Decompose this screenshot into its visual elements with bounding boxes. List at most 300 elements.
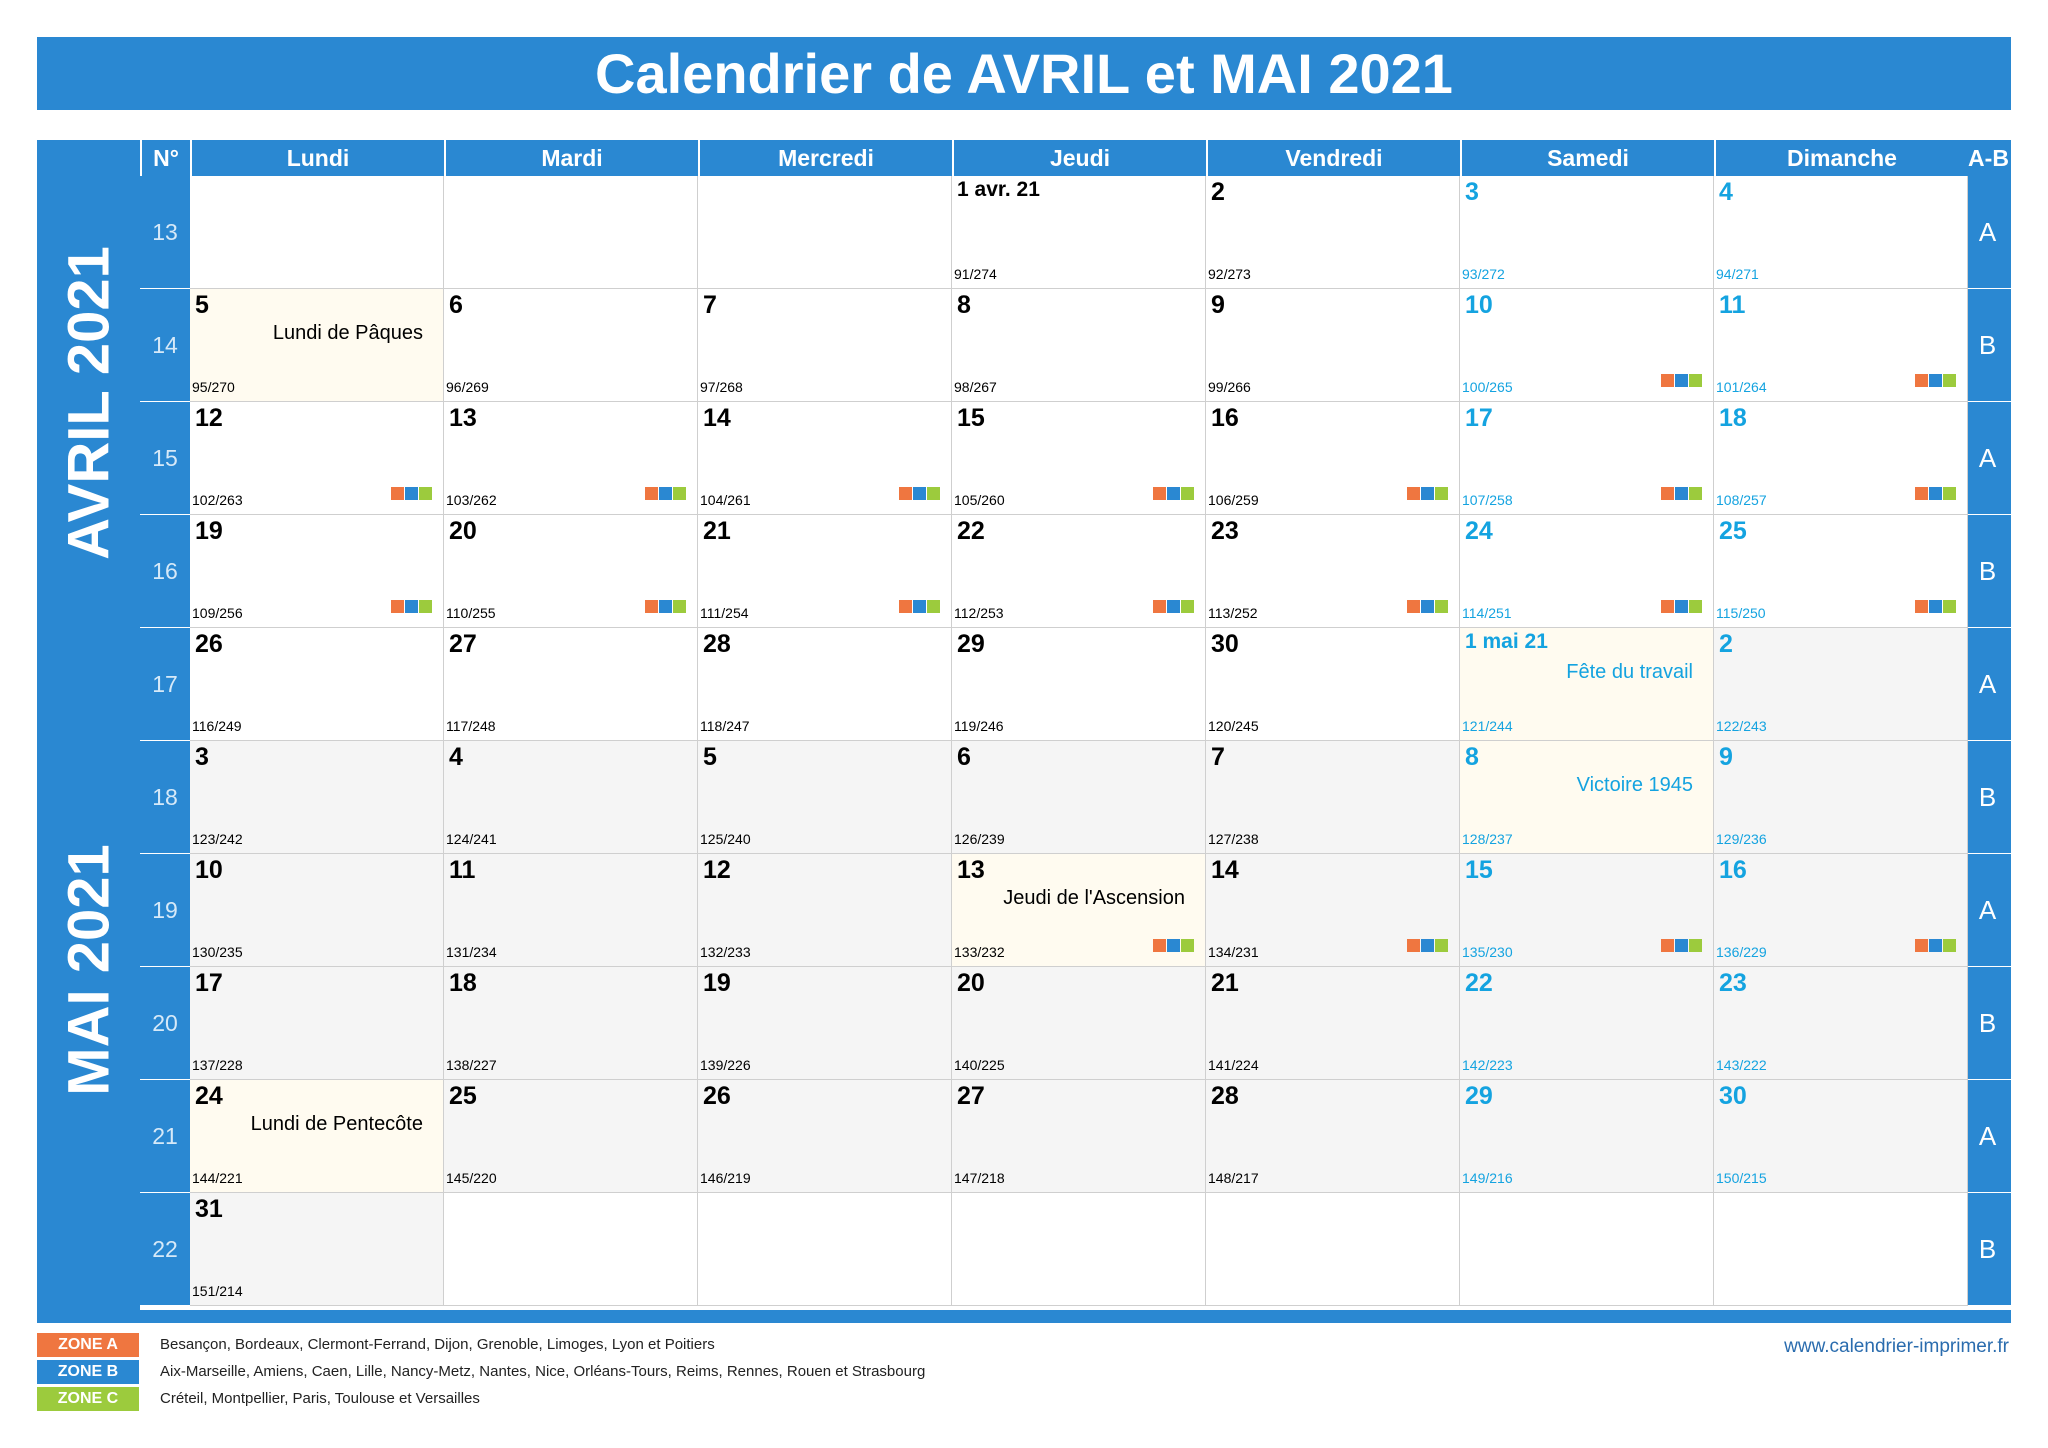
day-number: 31 — [195, 1195, 223, 1223]
day-cell[interactable] — [1714, 1080, 1968, 1193]
zone-a-marker — [1915, 939, 1928, 952]
day-count: 117/248 — [446, 718, 496, 734]
zone-b-marker — [1675, 374, 1688, 387]
day-number: 8 — [1465, 743, 1479, 771]
day-number: 18 — [449, 969, 477, 997]
school-holiday-zones-icon — [645, 600, 687, 613]
zone-c-marker — [1181, 939, 1194, 952]
week-number: 14 — [140, 289, 190, 402]
zone-a-marker — [1407, 487, 1420, 500]
day-cell[interactable] — [444, 967, 698, 1080]
zone-a-marker — [645, 600, 658, 613]
zone-c-marker — [1181, 600, 1194, 613]
school-holiday-zones-icon — [1661, 374, 1703, 387]
day-count: 135/230 — [1462, 944, 1513, 960]
school-holiday-zones-icon — [1407, 600, 1449, 613]
day-number: 22 — [1465, 969, 1493, 997]
day-cell[interactable] — [1206, 1080, 1460, 1193]
day-count: 138/227 — [446, 1057, 497, 1073]
day-count: 151/214 — [192, 1283, 243, 1299]
day-number: 4 — [449, 743, 463, 771]
zone-b-marker — [1675, 487, 1688, 500]
day-number: 3 — [1465, 178, 1479, 206]
zone-a-marker — [645, 487, 658, 500]
day-cell[interactable] — [1206, 515, 1460, 628]
day-number: 6 — [449, 291, 463, 319]
zone-b-marker — [1675, 600, 1688, 613]
day-cell[interactable] — [1460, 854, 1714, 967]
day-cell[interactable] — [1460, 289, 1714, 402]
day-cell[interactable] — [698, 289, 952, 402]
month-text: AVRIL 2021 — [56, 245, 121, 560]
day-number: 15 — [957, 404, 985, 432]
school-holiday-zones-icon — [391, 600, 433, 613]
zone-b-marker — [1675, 939, 1688, 952]
day-number: 3 — [195, 743, 209, 771]
day-count: 140/225 — [954, 1057, 1005, 1073]
zone-c-marker — [1689, 939, 1702, 952]
day-number: 24 — [195, 1082, 223, 1110]
day-count: 147/218 — [954, 1170, 1005, 1186]
zone-b-marker — [659, 600, 672, 613]
day-number: 23 — [1719, 969, 1747, 997]
empty-cell — [1206, 1193, 1460, 1306]
school-holiday-zones-icon — [1915, 487, 1957, 500]
week-number: 22 — [140, 1193, 190, 1306]
zone-c-marker — [1435, 600, 1448, 613]
day-number: 19 — [703, 969, 731, 997]
ab-week-label: A — [1964, 628, 2011, 741]
zone-a-marker — [1407, 600, 1420, 613]
day-cell[interactable] — [444, 741, 698, 854]
day-number: 1 avr. 21 — [957, 178, 1040, 201]
day-cell[interactable] — [1460, 515, 1714, 628]
zone-a-marker — [1915, 487, 1928, 500]
zone-b-marker — [1167, 939, 1180, 952]
day-cell[interactable] — [698, 402, 952, 515]
day-number: 16 — [1719, 856, 1747, 884]
school-holiday-zones-icon — [1915, 374, 1957, 387]
day-number: 7 — [1211, 743, 1225, 771]
day-cell[interactable] — [190, 741, 444, 854]
zone-c-marker — [1689, 374, 1702, 387]
day-count: 146/219 — [700, 1170, 751, 1186]
empty-cell — [1460, 1193, 1714, 1306]
day-count: 110/255 — [446, 605, 496, 621]
day-cell[interactable] — [952, 515, 1206, 628]
day-cell[interactable] — [1714, 402, 1968, 515]
day-cell[interactable] — [1714, 176, 1968, 289]
day-number: 16 — [1211, 404, 1239, 432]
empty-cell — [952, 1193, 1206, 1306]
day-cell[interactable] — [1460, 1080, 1714, 1193]
day-count: 118/247 — [700, 718, 750, 734]
day-count: 97/268 — [700, 379, 743, 395]
zone-cities: Besançon, Bordeaux, Clermont-Ferrand, Dijon, Grenoble, Limoges, Lyon et Poitiers — [160, 1336, 715, 1353]
day-number: 9 — [1719, 743, 1733, 771]
week-number: 16 — [140, 515, 190, 628]
empty-cell — [698, 176, 952, 289]
day-number: 27 — [957, 1082, 985, 1110]
zone-b-marker — [1929, 939, 1942, 952]
day-cell[interactable] — [1460, 176, 1714, 289]
ab-week-label: B — [1964, 967, 2011, 1080]
zone-c-marker — [673, 600, 686, 613]
zone-b-marker — [913, 600, 926, 613]
day-count: 109/256 — [192, 605, 243, 621]
day-cell[interactable] — [698, 1080, 952, 1193]
day-count: 143/222 — [1716, 1057, 1767, 1073]
empty-cell — [444, 176, 698, 289]
zone-b-marker — [1167, 487, 1180, 500]
ab-week-label: B — [1964, 1193, 2011, 1306]
day-cell[interactable] — [952, 1080, 1206, 1193]
zone-a-marker — [899, 600, 912, 613]
empty-cell — [444, 1193, 698, 1306]
day-count: 132/233 — [700, 944, 751, 960]
day-number: 28 — [703, 630, 731, 658]
school-holiday-zones-icon — [1915, 939, 1957, 952]
school-holiday-zones-icon — [645, 487, 687, 500]
day-number: 5 — [703, 743, 717, 771]
zone-a-marker — [1661, 374, 1674, 387]
day-cell[interactable] — [952, 628, 1206, 741]
ab-week-label: B — [1964, 289, 2011, 402]
day-number: 23 — [1211, 517, 1239, 545]
zone-b-marker — [405, 487, 418, 500]
day-count: 114/251 — [1462, 605, 1512, 621]
zone-a-marker — [1915, 374, 1928, 387]
day-count: 100/265 — [1462, 379, 1513, 395]
day-number: 17 — [1465, 404, 1493, 432]
zone-b-marker — [1421, 487, 1434, 500]
day-cell[interactable] — [698, 741, 952, 854]
day-cell[interactable] — [1460, 741, 1714, 854]
day-cell[interactable] — [698, 967, 952, 1080]
day-number: 22 — [957, 517, 985, 545]
bottom-bar — [37, 1310, 2011, 1323]
day-count: 96/269 — [446, 379, 489, 395]
day-count: 91/274 — [954, 266, 997, 282]
day-count: 125/240 — [700, 831, 751, 847]
zone-b-marker — [659, 487, 672, 500]
day-count: 106/259 — [1208, 492, 1259, 508]
day-cell[interactable] — [1206, 628, 1460, 741]
week-number: 21 — [140, 1080, 190, 1193]
day-count: 137/228 — [192, 1057, 243, 1073]
day-count: 148/217 — [1208, 1170, 1259, 1186]
empty-cell — [190, 176, 444, 289]
header-saturday: Samedi — [1460, 140, 1714, 176]
zone-a-marker — [1661, 600, 1674, 613]
empty-cell — [698, 1193, 952, 1306]
day-number: 6 — [957, 743, 971, 771]
day-number: 2 — [1211, 178, 1225, 206]
day-count: 121/244 — [1462, 718, 1513, 734]
day-count: 113/252 — [1208, 605, 1258, 621]
day-count: 142/223 — [1462, 1057, 1513, 1073]
day-number: 12 — [703, 856, 731, 884]
day-count: 131/234 — [446, 944, 497, 960]
zone-c-marker — [927, 600, 940, 613]
zone-a-marker — [1915, 600, 1928, 613]
ab-week-label: A — [1964, 176, 2011, 289]
day-count: 95/270 — [192, 379, 235, 395]
zone-b-marker — [913, 487, 926, 500]
zone-b-marker — [1167, 600, 1180, 613]
day-cell[interactable] — [1714, 854, 1968, 967]
day-number: 8 — [957, 291, 971, 319]
day-cell[interactable] — [1206, 741, 1460, 854]
day-count: 115/250 — [1716, 605, 1766, 621]
day-cell[interactable] — [444, 628, 698, 741]
day-number: 15 — [1465, 856, 1493, 884]
zone-a-marker — [1407, 939, 1420, 952]
day-count: 101/264 — [1716, 379, 1767, 395]
day-cell[interactable] — [444, 1080, 698, 1193]
day-count: 134/231 — [1208, 944, 1259, 960]
month-text: MAI 2021 — [56, 843, 121, 1096]
day-count: 144/221 — [192, 1170, 243, 1186]
holiday-name: Lundi de Pâques — [272, 322, 423, 344]
zone-b-marker — [1929, 374, 1942, 387]
day-number: 7 — [703, 291, 717, 319]
day-cell[interactable] — [190, 854, 444, 967]
zone-a-marker — [1153, 939, 1166, 952]
school-holiday-zones-icon — [1153, 939, 1195, 952]
zone-b-marker — [405, 600, 418, 613]
week-number: 20 — [140, 967, 190, 1080]
zone-a-marker — [391, 600, 404, 613]
day-cell[interactable] — [952, 176, 1206, 289]
calendar-grid — [37, 140, 2011, 1310]
day-cell[interactable] — [698, 854, 952, 967]
day-number: 14 — [703, 404, 731, 432]
day-count: 129/236 — [1716, 831, 1767, 847]
zone-a-marker — [899, 487, 912, 500]
day-count: 92/273 — [1208, 266, 1251, 282]
day-count: 150/215 — [1716, 1170, 1767, 1186]
zone-b-marker — [1929, 487, 1942, 500]
week-number: 15 — [140, 402, 190, 515]
header-corner — [37, 140, 140, 176]
ab-week-label: B — [1964, 515, 2011, 628]
zone-c-marker — [419, 487, 432, 500]
day-number: 29 — [1465, 1082, 1493, 1110]
day-cell[interactable] — [444, 854, 698, 967]
day-count: 130/235 — [192, 944, 243, 960]
day-number: 21 — [703, 517, 731, 545]
day-count: 107/258 — [1462, 492, 1513, 508]
day-number: 29 — [957, 630, 985, 658]
header-monday: Lundi — [190, 140, 444, 176]
day-count: 126/239 — [954, 831, 1005, 847]
zone-badge: ZONE A — [37, 1333, 139, 1357]
day-number: 13 — [957, 856, 985, 884]
day-count: 122/243 — [1716, 718, 1767, 734]
day-count: 136/229 — [1716, 944, 1767, 960]
school-holiday-zones-icon — [899, 487, 941, 500]
school-holiday-zones-icon — [1153, 487, 1195, 500]
day-number: 20 — [957, 969, 985, 997]
day-count: 94/271 — [1716, 266, 1759, 282]
day-count: 145/220 — [446, 1170, 497, 1186]
day-count: 93/272 — [1462, 266, 1505, 282]
day-cell[interactable] — [190, 628, 444, 741]
zone-a-marker — [391, 487, 404, 500]
day-count: 120/245 — [1208, 718, 1259, 734]
day-count: 119/246 — [954, 718, 1004, 734]
day-number: 14 — [1211, 856, 1239, 884]
month-label-april — [37, 176, 140, 629]
day-number: 18 — [1719, 404, 1747, 432]
day-number: 13 — [449, 404, 477, 432]
school-holiday-zones-icon — [1661, 487, 1703, 500]
zone-c-marker — [1435, 939, 1448, 952]
zone-c-marker — [1943, 600, 1956, 613]
school-holiday-zones-icon — [1661, 600, 1703, 613]
zone-b-marker — [1421, 600, 1434, 613]
day-number: 25 — [449, 1082, 477, 1110]
day-cell[interactable] — [1714, 628, 1968, 741]
day-cell[interactable] — [190, 402, 444, 515]
day-cell[interactable] — [698, 515, 952, 628]
zone-a-marker — [1153, 600, 1166, 613]
ab-week-label: A — [1964, 854, 2011, 967]
day-cell[interactable] — [190, 1080, 444, 1193]
day-cell[interactable] — [952, 967, 1206, 1080]
day-number: 17 — [195, 969, 223, 997]
day-number: 21 — [1211, 969, 1239, 997]
day-cell[interactable] — [1714, 289, 1968, 402]
day-cell[interactable] — [1206, 176, 1460, 289]
day-cell[interactable] — [1206, 854, 1460, 967]
header-week-number: N° — [140, 140, 190, 176]
day-number: 26 — [195, 630, 223, 658]
week-number: 17 — [140, 628, 190, 741]
day-count: 99/266 — [1208, 379, 1251, 395]
day-number: 30 — [1211, 630, 1239, 658]
zone-badge: ZONE C — [37, 1387, 139, 1411]
header-tuesday: Mardi — [444, 140, 698, 176]
header-ab: A-B — [1964, 140, 2011, 176]
zone-cities: Créteil, Montpellier, Paris, Toulouse et Versailles — [160, 1390, 480, 1407]
header-sunday: Dimanche — [1714, 140, 1968, 176]
day-cell[interactable] — [444, 289, 698, 402]
day-cell[interactable] — [952, 402, 1206, 515]
day-cell[interactable] — [190, 515, 444, 628]
day-count: 112/253 — [954, 605, 1004, 621]
zone-c-marker — [1689, 487, 1702, 500]
ab-week-label: A — [1964, 1080, 2011, 1193]
day-cell[interactable] — [1460, 628, 1714, 741]
day-cell[interactable] — [1714, 515, 1968, 628]
day-cell[interactable] — [952, 854, 1206, 967]
day-number: 20 — [449, 517, 477, 545]
zone-b-marker — [1421, 939, 1434, 952]
day-number: 1 mai 21 — [1465, 630, 1548, 653]
day-cell[interactable] — [1714, 967, 1968, 1080]
zone-c-marker — [419, 600, 432, 613]
day-count: 108/257 — [1716, 492, 1767, 508]
week-number: 19 — [140, 854, 190, 967]
day-cell[interactable] — [1460, 967, 1714, 1080]
website-link[interactable]: www.calendrier-imprimer.fr — [1784, 1336, 2009, 1357]
zone-badge: ZONE B — [37, 1360, 139, 1384]
empty-cell — [1714, 1193, 1968, 1306]
day-count: 149/216 — [1462, 1170, 1513, 1186]
day-number: 10 — [195, 856, 223, 884]
zone-c-marker — [1943, 374, 1956, 387]
school-holiday-zones-icon — [1153, 600, 1195, 613]
header-wednesday: Mercredi — [698, 140, 952, 176]
month-label-may — [37, 629, 140, 1310]
day-count: 124/241 — [446, 831, 497, 847]
school-holiday-zones-icon — [1661, 939, 1703, 952]
day-cell[interactable] — [444, 515, 698, 628]
header-friday: Vendredi — [1206, 140, 1460, 176]
day-cell[interactable] — [1206, 289, 1460, 402]
day-cell[interactable] — [1206, 402, 1460, 515]
day-count: 102/263 — [192, 492, 243, 508]
day-cell[interactable] — [190, 1193, 444, 1306]
day-number: 4 — [1719, 178, 1733, 206]
zone-c-marker — [1689, 600, 1702, 613]
zone-c-marker — [1943, 487, 1956, 500]
page-title: Calendrier de AVRIL et MAI 2021 — [37, 37, 2011, 110]
day-count: 128/237 — [1462, 831, 1513, 847]
ab-week-label: B — [1964, 741, 2011, 854]
ab-week-label: A — [1964, 402, 2011, 515]
day-cell[interactable] — [190, 289, 444, 402]
day-number: 28 — [1211, 1082, 1239, 1110]
zone-a-marker — [1153, 487, 1166, 500]
day-cell[interactable] — [1460, 402, 1714, 515]
day-count: 141/224 — [1208, 1057, 1259, 1073]
day-number: 25 — [1719, 517, 1747, 545]
day-count: 116/249 — [192, 718, 242, 734]
day-cell[interactable] — [1206, 967, 1460, 1080]
day-number: 11 — [1719, 291, 1746, 319]
day-cell[interactable] — [952, 289, 1206, 402]
holiday-name: Fête du travail — [1566, 661, 1693, 683]
day-number: 27 — [449, 630, 477, 658]
day-cell[interactable] — [1714, 741, 1968, 854]
day-count: 139/226 — [700, 1057, 751, 1073]
zone-c-marker — [1943, 939, 1956, 952]
holiday-name: Lundi de Pentecôte — [250, 1113, 423, 1135]
day-count: 123/242 — [192, 831, 243, 847]
day-count: 127/238 — [1208, 831, 1259, 847]
day-cell[interactable] — [952, 741, 1206, 854]
zone-c-marker — [1435, 487, 1448, 500]
day-number: 2 — [1719, 630, 1733, 658]
zone-a-marker — [1661, 939, 1674, 952]
day-number: 26 — [703, 1082, 731, 1110]
day-cell[interactable] — [444, 402, 698, 515]
day-number: 30 — [1719, 1082, 1747, 1110]
day-number: 19 — [195, 517, 223, 545]
day-number: 11 — [449, 856, 476, 884]
day-number: 5 — [195, 291, 209, 319]
school-holiday-zones-icon — [1407, 939, 1449, 952]
zone-c-marker — [1181, 487, 1194, 500]
school-holiday-zones-icon — [1407, 487, 1449, 500]
day-count: 105/260 — [954, 492, 1005, 508]
day-cell[interactable] — [698, 628, 952, 741]
zone-c-marker — [673, 487, 686, 500]
day-cell[interactable] — [190, 967, 444, 1080]
